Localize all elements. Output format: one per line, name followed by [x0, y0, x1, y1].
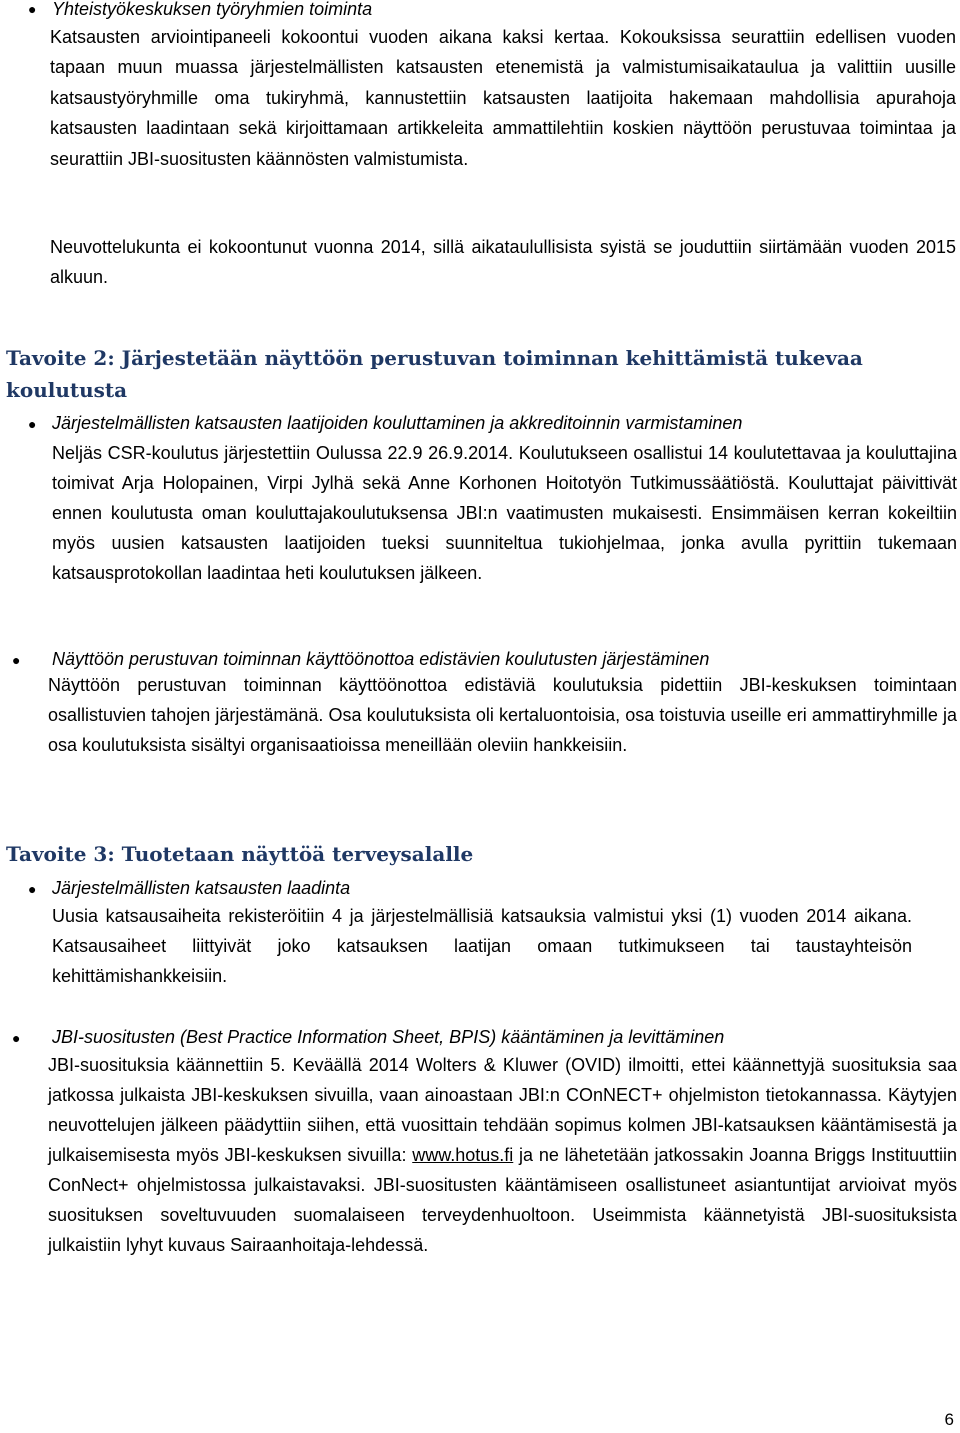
bullet-icon: ●: [12, 652, 21, 668]
item-title: Yhteistyökeskuksen työryhmien toiminta: [52, 0, 373, 19]
item-title: Näyttöön perustuvan toiminnan käyttöönottoa edistävien koulutusten järjestäminen: [52, 649, 710, 669]
item-title: Järjestelmällisten katsausten laatijoiden kouluttaminen ja akkreditoinnin varmistaminen: [52, 413, 743, 433]
section-heading: Tavoite 2: Järjestetään näyttöön perustuvan toiminnan kehittämistä tukevaa koulutusta: [6, 346, 863, 402]
paragraph-text: ja ne lähetetään jatkossakin Joanna Briggs Instituuttiin ConNect+ ohjelmistossa julkaistavaksi. JBI-suositusten kääntämiseen osallistuneet asiantuntijat arvioivat myös suosituksen soveltuvuuden suomalaiseen terveydenhuoltoon. Useimmista käännetyistä JBI-suosituksista julkaistiin lyhyt kuvaus Sairaanhoitaja-lehdessä.: [48, 1145, 957, 1255]
paragraph: Näyttöön perustuvan toiminnan käyttöönottoa edistäviä koulutuksia pidettiin JBI-keskuksen toimintaan osallistuvien tahojen järjestämänä. Osa koulutuksista oli kertaluontoisia, osa toistuvia useille eri ammattiryhmille ja osa koulutuksista sisältyi organisaatioissa meneillään oleviin hankkeisiin.: [48, 675, 957, 755]
item-title: Järjestelmällisten katsausten laadinta: [52, 878, 351, 898]
paragraph: [48, 1050, 957, 1260]
hotus-link[interactable]: www.hotus.fi: [412, 1145, 514, 1165]
paragraph: Katsausten arviointipaneeli kokoontui vuoden aikana kaksi kertaa. Kokouksissa seurattiin edellisen vuoden tapaan muun muassa järjestelmällisten katsausten etenemistä ja valmistumisaikataulua ja valittiin uusille katsaustyöryhmille oma tukiryhmä, kannustettiin katsausten laatijoita hakemaan mahdollisia apurahoja katsausten laadintaan sekä kirjoittamaan artikkeleita ammattilehtiin koskien näyttöön perustuvaa toimintaa ja seurattiin JBI-suositusten käännösten valmistumista.: [50, 27, 956, 169]
bullet-icon: ●: [28, 881, 37, 897]
page-number: 6: [944, 1410, 954, 1429]
bullet-icon: ●: [28, 1, 37, 17]
bullet-icon: ●: [28, 416, 37, 432]
item-title: JBI-suositusten (Best Practice Information Sheet, BPIS) kääntäminen ja levittäminen: [52, 1027, 725, 1047]
paragraph: Neuvottelukunta ei kokoontunut vuonna 2014, sillä aikataulullisista syistä se jouduttiin siirtämään vuoden 2015 alkuun.: [50, 237, 956, 287]
paragraph-text: JBI-suosituksia käännettiin 5. Keväällä 2014 Wolters & Kluwer (OVID) ilmoitti, ettei käännettyjä suosituksia saa jatkossa julkaista JBI-keskuksen sivuilla, vaan ainoastaan JBI:n COnNECT+ ohjelmiston tietokannassa. Käytyjen neuvottelujen jälkeen päädyttiin siihen, että vuosittain tehdään sopimus kolmen JBI-katsauksen kääntämisestä ja julkaisemisesta myös JBI-keskuksen sivuilla:: [48, 1055, 957, 1165]
paragraph: Neljäs CSR-koulutus järjestettiin Oulussa 22.9 26.9.2014. Koulutukseen osallistui 14 koulutettavaa ja kouluttajina toimivat Arja Holopainen, Virpi Jylhä sekä Anne Korhonen Hoitotyön Tutkimussäätiöstä. Kouluttajat päivittivät ennen koulutusta oman kouluttajakoulutuksensa JBI:n vaatimusten mukaisesti. Ensimmäisen kerran kokeiltiin myös uusien katsausten laatijoiden tueksi suunniteltua tukiohjelmaa, jonka avulla pyrittiin tukemaan katsausprotokollan laadintaa heti koulutuksen jälkeen.: [52, 443, 957, 583]
section-heading: Tavoite 3: Tuotetaan näyttöä terveysalalle: [6, 842, 474, 866]
paragraph: Uusia katsausaiheita rekisteröitiin 4 ja järjestelmällisiä katsauksia valmistui yksi (1) vuoden 2014 aikana. Katsausaiheet liittyivät joko katsauksen laatijan omaan tutkimukseen tai taustayhteisön kehittämishankkeisiin.: [52, 906, 912, 986]
bullet-icon: ●: [12, 1030, 21, 1046]
